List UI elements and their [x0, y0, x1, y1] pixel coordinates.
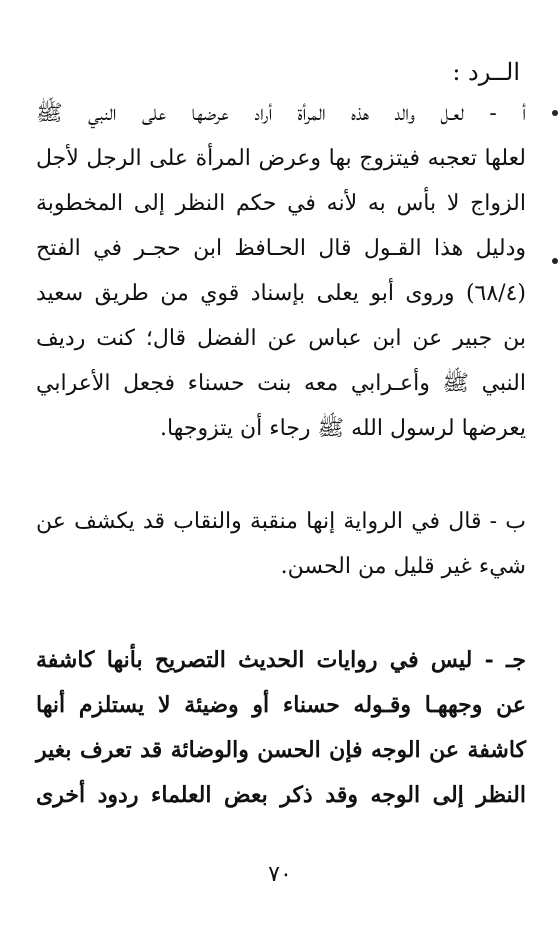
paragraph-a-line: أ - لعـل والد هذه المرأة أراد عرضها على النبي ﷺ [36, 101, 526, 126]
paragraph-b-line: ب - قال في الرواية إنها منقبة والنقاب قد يكشف عن [36, 509, 526, 534]
paragraph-a-line: لعلها تعجبه فيتزوج بها وعرض المرأة على الرجل لأجل [36, 146, 526, 171]
paragraph-a-line: يعرضها لرسول الله ﷺ رجاء أن يتزوجها. [160, 416, 526, 441]
page-number: ٧٠ [268, 862, 292, 887]
paragraph-c-line: النظر إلى الوجه وقد ذكر بعض العلماء ردود أخرى [36, 782, 526, 808]
paragraph-c-line: عن وجههـا وقـوله حسناء أو وضيئة لا يستلزم أنها [36, 692, 526, 718]
paragraph-c-line: جـ - ليس في روايات الحديث التصريح بأنها كاشفة [36, 647, 526, 673]
paragraph-a-line: ودليل هذا القـول قال الحـافظ ابن حجـر في الفتح [36, 236, 526, 261]
scan-edge-mark [552, 110, 558, 116]
paragraph-c-line: كاشفة عن الوجه فإن الحسن والوضائة قد تعرف بغير [36, 737, 526, 763]
paragraph-a-line: بن جبير عن ابن عباس عن الفضل قال؛ كنت رديف [36, 326, 526, 351]
scan-edge-mark [552, 258, 558, 264]
paragraph-a-line: النبي ﷺ وأعـرابي معه بنت حسناء فجعل الأعرابي [36, 371, 526, 396]
paragraph-a-line: الزواج لا بأس به لأنه في حكم النظر إلى المخطوبة [36, 191, 526, 216]
section-heading: الــرد : [452, 58, 520, 86]
paragraph-a-line: (٦٨/٤) وروى أبو يعلى بإسناد قوي من طريق سعيد [36, 281, 526, 306]
paragraph-b-line: شيء غير قليل من الحسن. [280, 554, 526, 579]
